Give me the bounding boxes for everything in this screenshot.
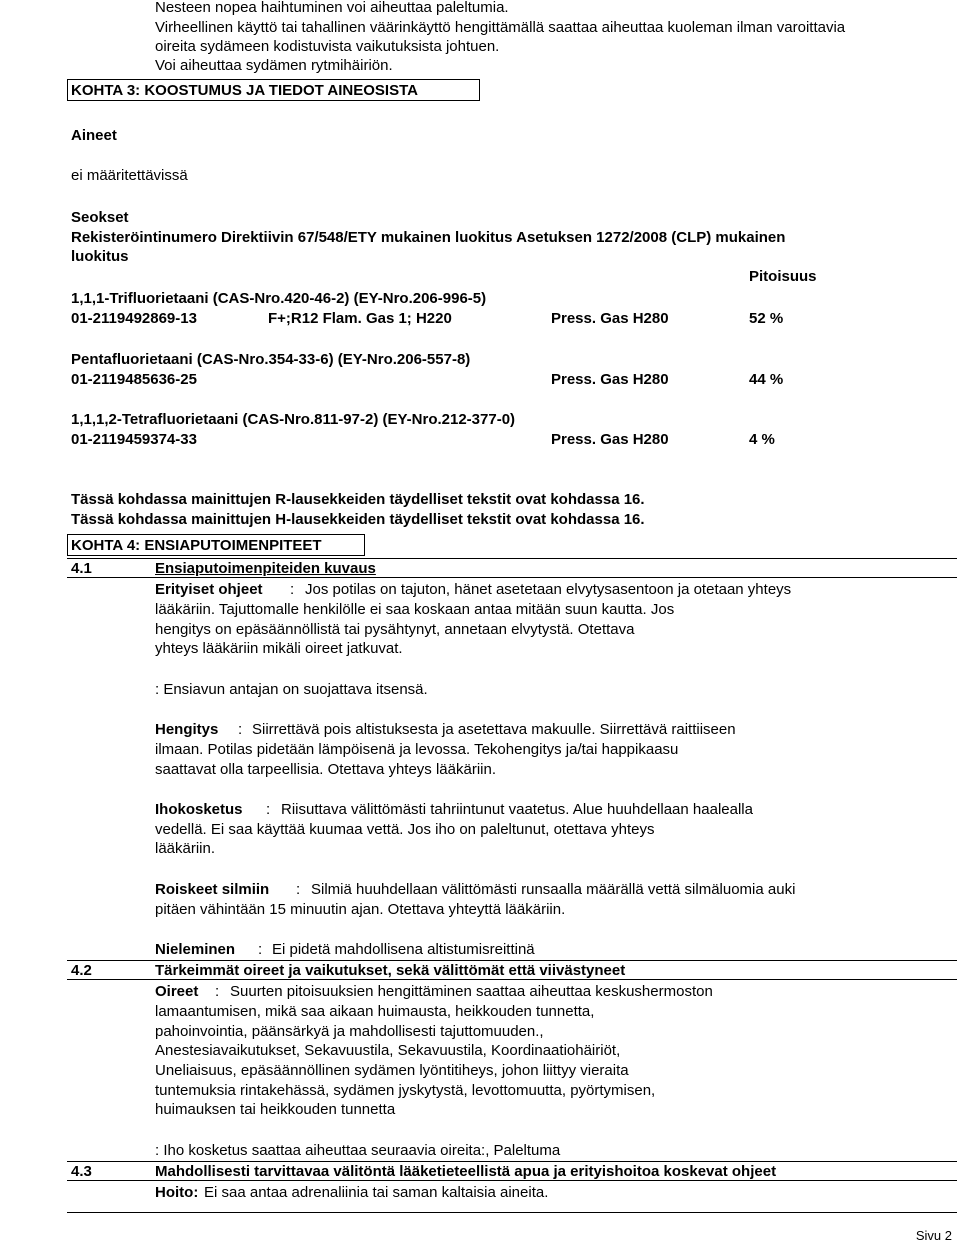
top-line-2: Virheellinen käyttö tai tahallinen väärinkäyttö hengittämällä saattaa aiheuttaa kuoleman ilman varoittavia: [155, 19, 846, 36]
ihokosketus-label: Ihokosketus: [155, 801, 243, 818]
nieleminen-label: Nieleminen: [155, 941, 236, 958]
hengitys-line-3: saattavat olla tarpeellisia. Otettava yhteys lääkäriin.: [155, 761, 497, 778]
section3-title: KOHTA 3: KOOSTUMUS JA TIEDOT AINEOSISTA: [71, 82, 418, 99]
oireet-line-1: Suurten pitoisuuksien hengittäminen saattaa aiheuttaa keskushermoston: [230, 983, 713, 1000]
component-conc: 52 %: [749, 310, 784, 327]
oireet-label: Oireet: [155, 983, 199, 1000]
iho-oireet-line: : Iho kosketus saattaa aiheuttaa seuraavia oireita:, Paleltuma: [155, 1142, 561, 1159]
pitoisuus-label: Pitoisuus: [749, 268, 817, 285]
erityiset-label: Erityiset ohjeet: [155, 581, 263, 598]
component-dsd: F+;R12 Flam. Gas 1; H220: [268, 310, 452, 327]
label-colon: :: [215, 983, 220, 1000]
top-line-1: Nesteen nopea haihtuminen voi aiheuttaa paleltumia.: [155, 0, 509, 16]
label-colon: :: [296, 881, 301, 898]
note-h-phrases: Tässä kohdassa mainittujen H-lausekkeiden täydelliset tekstit ovat kohdassa 16.: [71, 511, 645, 528]
aineet-value: ei määritettävissä: [71, 167, 188, 184]
component-reg: 01-2119492869-13: [71, 310, 197, 327]
top-line-3: oireita sydämeen kodistuvista vaikutuksista johtuen.: [155, 38, 500, 55]
oireet-line-7: huimauksen tai heikkouden tunnetta: [155, 1101, 396, 1118]
subsection-4-2-title: Tärkeimmät oireet ja vaikutukset, sekä välittömät että viivästyneet: [155, 962, 626, 979]
erityiset-line-1: Jos potilas on tajuton, hänet asetetaan elvytysasentoon ja otetaan yhteys: [305, 581, 792, 598]
label-colon: :: [266, 801, 271, 818]
hoito-label: Hoito:: [155, 1184, 199, 1201]
ensiavun-line: : Ensiavun antajan on suojattava itsensä.: [155, 681, 428, 698]
component-name: Pentafluorietaani (CAS-Nro.354-33-6) (EY-Nro.206-557-8): [71, 351, 471, 368]
label-colon: :: [238, 721, 243, 738]
nieleminen-text: Ei pidetä mahdollisena altistumisreittinä: [272, 941, 535, 958]
erityiset-line-4: yhteys lääkäriin mikäli oireet jatkuvat.: [155, 640, 403, 657]
component-clp: Press. Gas H280: [551, 431, 669, 448]
label-colon: :: [258, 941, 263, 958]
subsection-4-3-number: 4.3: [71, 1163, 92, 1180]
section4-title: KOHTA 4: ENSIAPUTOIMENPITEET: [71, 537, 322, 554]
page-number: Sivu 2: [915, 1228, 952, 1243]
component-clp: Press. Gas H280: [551, 371, 669, 388]
mixture-header-line2: luokitus: [71, 248, 129, 265]
oireet-line-3: pahoinvointia, päänsärkyä ja mahdollisesti tajuttomuuden.,: [155, 1023, 544, 1040]
hengitys-line-1: Siirrettävä pois altistuksesta ja asetettava makuulle. Siirrettävä raittiiseen: [252, 721, 736, 738]
subsection-4-2-number: 4.2: [71, 962, 92, 979]
component-reg: 01-2119459374-33: [71, 431, 197, 448]
top-line-4: Voi aiheuttaa sydämen rytmihäiriön.: [155, 57, 393, 74]
label-colon: :: [290, 581, 295, 598]
oireet-line-5: Uneliaisuus, epäsäännöllinen sydämen lyöntitiheys, johon liittyy vieraita: [155, 1062, 629, 1079]
silmat-line-1: Silmiä huuhdellaan välittömästi runsaalla määrällä vettä silmäluomia auki: [311, 881, 796, 898]
oireet-line-4: Anestesiavaikutukset, Sekavuustila, Sekavuustila, Koordinaatiohäiriöt,: [155, 1042, 621, 1059]
aineet-label: Aineet: [71, 127, 117, 144]
silmat-label: Roiskeet silmiin: [155, 881, 270, 898]
component-name: 1,1,1-Trifluorietaani (CAS-Nro.420-46-2) (EY-Nro.206-996-5): [71, 290, 487, 307]
ihokosketus-line-1: Riisuttava välittömästi tahriintunut vaatetus. Alue huuhdellaan haalealla: [281, 801, 753, 818]
silmat-line-2: pitäen vähintään 15 minuutin ajan. Otettava yhteyttä lääkäriin.: [155, 901, 566, 918]
footer-rule: [67, 1212, 957, 1213]
subsection-4-1-number: 4.1: [71, 560, 92, 577]
ihokosketus-line-3: lääkäriin.: [155, 840, 216, 857]
ihokosketus-line-2: vedellä. Ei saa käyttää kuumaa vettä. Jos iho on paleltunut, otettava yhteys: [155, 821, 655, 838]
subsection-4-3-title: Mahdollisesti tarvittavaa välitöntä lääketieteellistä apua ja erityishoitoa koskevat ohjeet: [155, 1163, 777, 1180]
hoito-text: Ei saa antaa adrenaliinia tai saman kaltaisia aineita.: [204, 1184, 549, 1201]
erityiset-line-2: lääkäriin. Tajuttomalle henkilölle ei saa koskaan antaa mitään suun kautta. Jos: [155, 601, 675, 618]
mixture-header-line1: Rekisteröintinumero Direktiivin 67/548/ETY mukainen luokitus Asetuksen 1272/2008 (CLP) mukainen: [71, 229, 786, 246]
component-conc: 4 %: [749, 431, 775, 448]
hengitys-label: Hengitys: [155, 721, 219, 738]
component-clp: Press. Gas H280: [551, 310, 669, 327]
subsection-4-1-title: Ensiaputoimenpiteiden kuvaus: [155, 560, 376, 577]
component-conc: 44 %: [749, 371, 784, 388]
note-r-phrases: Tässä kohdassa mainittujen R-lausekkeiden täydelliset tekstit ovat kohdassa 16.: [71, 491, 645, 508]
component-name: 1,1,1,2-Tetrafluorietaani (CAS-Nro.811-97-2) (EY-Nro.212-377-0): [71, 411, 516, 428]
hengitys-line-2: ilmaan. Potilas pidetään lämpöisenä ja levossa. Tekohengitys ja/tai happikaasu: [155, 741, 679, 758]
oireet-line-6: tuntemuksia rintakehässä, sydämen jyskytystä, levottomuutta, pyörtymisen,: [155, 1082, 656, 1099]
oireet-line-2: lamaantumisen, mikä saa aikaan huimausta, heikkouden tunnetta,: [155, 1003, 595, 1020]
component-reg: 01-2119485636-25: [71, 371, 197, 388]
erityiset-line-3: hengitys on epäsäännöllistä tai pysähtynyt, annetaan elvytystä. Otettava: [155, 621, 635, 638]
seokset-label: Seokset: [71, 209, 129, 226]
